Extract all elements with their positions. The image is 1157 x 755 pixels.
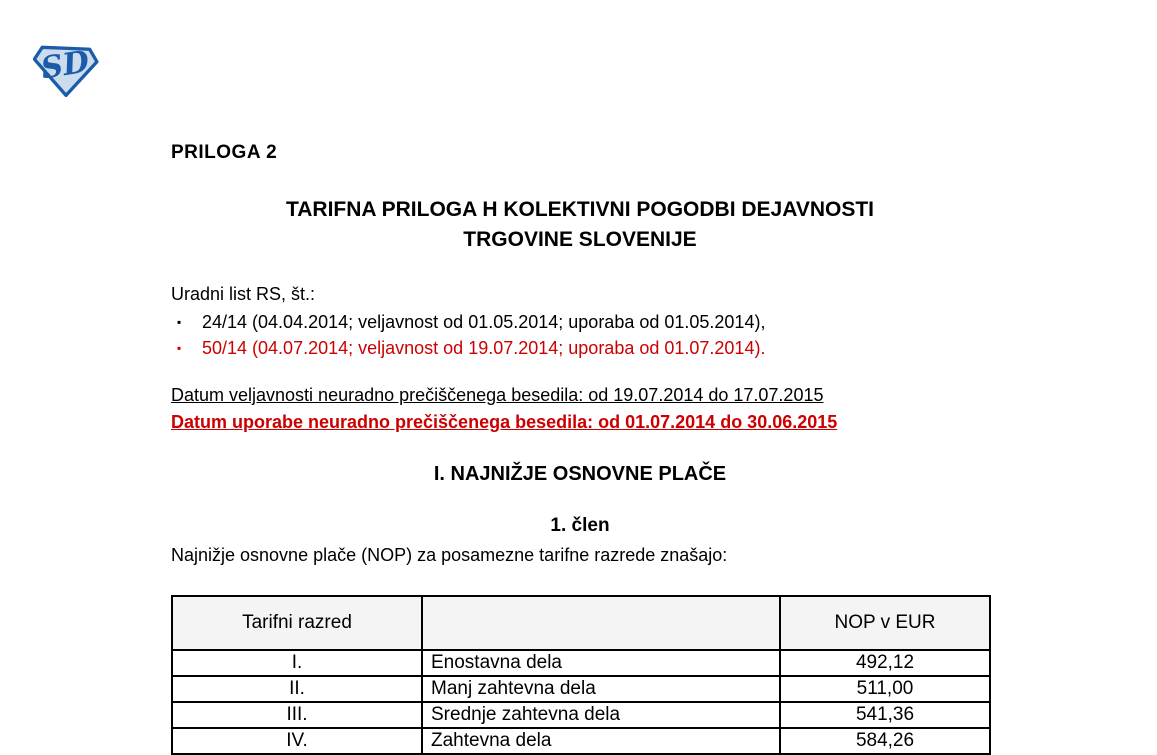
cell-nop: 541,36 — [780, 702, 990, 728]
sd-shield-logo-icon — [33, 44, 99, 98]
uradni-list-label: Uradni list RS, št.: — [171, 284, 316, 304]
cell-nop: 584,26 — [780, 728, 990, 754]
article-heading: 1. člen — [550, 515, 610, 536]
document-content — [171, 142, 989, 755]
uradni-list-bullets — [171, 309, 989, 361]
square-bullet-icon: ▪ — [177, 315, 182, 329]
usage-line: Datum uporabe neuradno prečiščenega besedila: od 01.07.2014 do 30.06.2015 — [171, 412, 838, 432]
cell-razred: IV. — [172, 728, 422, 754]
section-heading: I. NAJNIŽJE OSNOVNE PLAČE — [433, 463, 727, 485]
cell-naziv: Enostavna dela — [422, 650, 780, 676]
article-intro: Najnižje osnovne plače (NOP) za posamezne tarifne razrede znašajo: — [171, 545, 728, 565]
title-line-1: TARIFNA PRILOGA H KOLEKTIVNI POGODBI DEJAVNOSTI — [285, 198, 875, 221]
cell-razred: II. — [172, 676, 422, 702]
table-header-row — [172, 596, 990, 650]
cell-naziv: Manj zahtevna dela — [422, 676, 780, 702]
table-header-empty — [422, 596, 780, 650]
table-header-nop-eur: NOP v EUR — [780, 596, 990, 650]
title-line-2: TRGOVINE SLOVENIJE — [463, 228, 697, 251]
square-bullet-icon: ▪ — [177, 341, 182, 355]
bullet-item — [171, 309, 989, 335]
table-header-tarifni-razred: Tarifni razred — [172, 596, 422, 650]
cell-naziv: Srednje zahtevna dela — [422, 702, 780, 728]
cell-nop: 492,12 — [780, 650, 990, 676]
cell-nop: 511,00 — [780, 676, 990, 702]
document-title — [171, 195, 989, 255]
bullet-text: 50/14 (04.07.2014; veljavnost od 19.07.2014; uporaba od 01.07.2014). — [202, 338, 766, 358]
priloga-label: PRILOGA 2 — [171, 142, 278, 163]
table-row — [172, 676, 990, 702]
salary-table — [171, 595, 991, 755]
cell-razred: III. — [172, 702, 422, 728]
bullet-item — [171, 335, 989, 361]
table-row — [172, 728, 990, 754]
table-row — [172, 650, 990, 676]
cell-naziv: Zahtevna dela — [422, 728, 780, 754]
cell-razred: I. — [172, 650, 422, 676]
svg-text:SD: SD — [38, 44, 92, 87]
validity-line: Datum veljavnosti neuradno prečiščenega besedila: od 19.07.2014 do 17.07.2015 — [171, 385, 824, 405]
bullet-text: 24/14 (04.04.2014; veljavnost od 01.05.2014; uporaba od 01.05.2014), — [202, 312, 766, 332]
table-row — [172, 702, 990, 728]
